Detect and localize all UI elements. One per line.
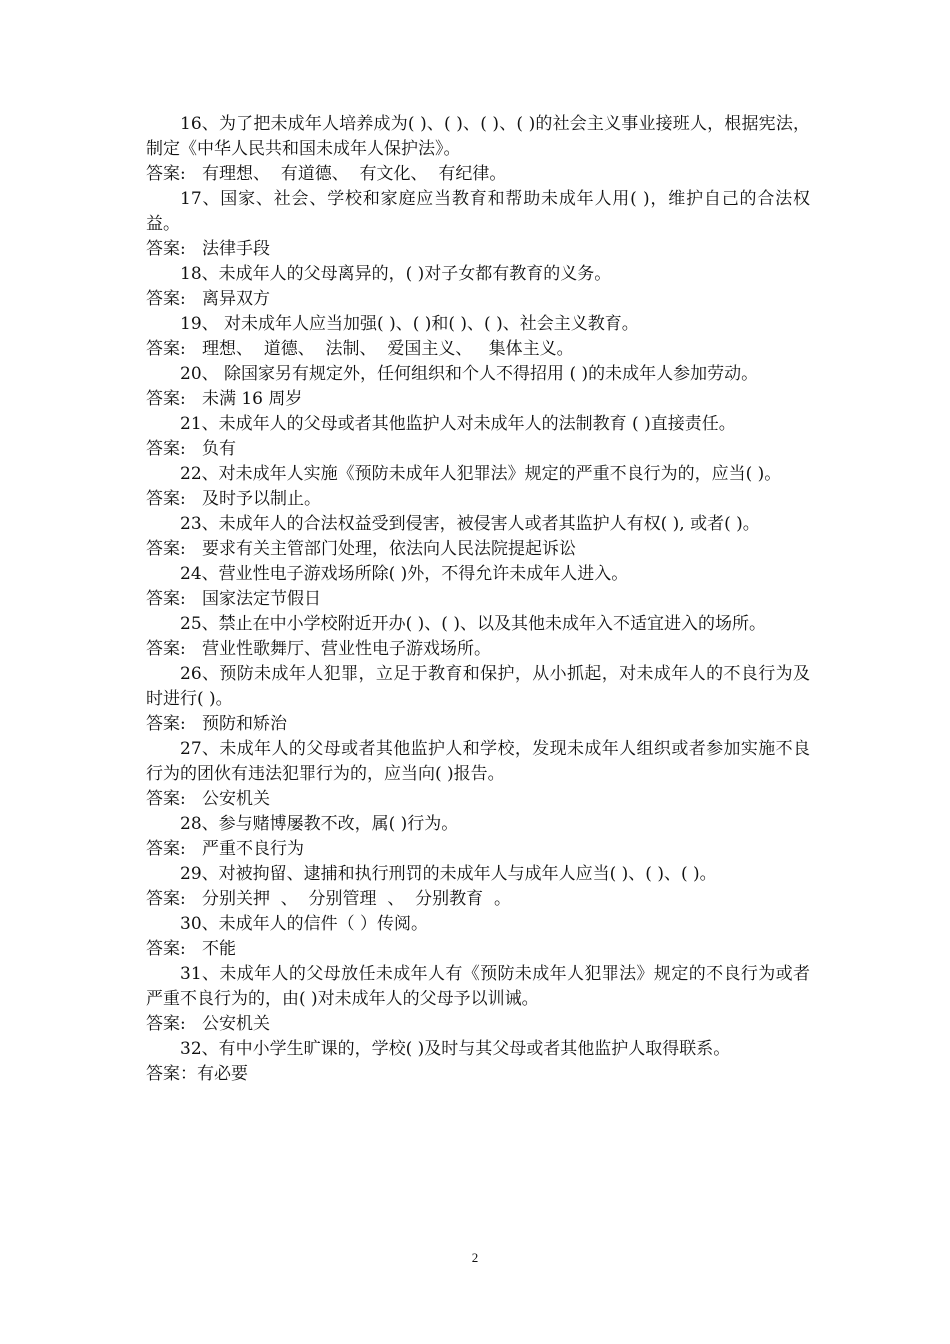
question-31 [146, 962, 810, 1037]
question-text: 25、禁止在中小学校附近开办( )、( )、以及其他未成年入不适宜进入的场所。 [180, 614, 766, 634]
question-text: 24、营业性电子游戏场所除( )外，不得允许未成年人进入。 [180, 564, 629, 584]
question-21 [146, 412, 810, 462]
answer-text: 答案: 及时予以制止。 [146, 489, 321, 509]
question-17 [146, 187, 810, 262]
answer-text: 答案: 理想、 道德、 法制、 爱国主义、 集体主义。 [146, 339, 574, 359]
question-18 [146, 262, 810, 312]
answer-text: 答案: 严重不良行为 [146, 839, 304, 859]
answer-text: 答案: 分别关押 、 分别管理 、 分别教育 。 [146, 889, 511, 909]
question-text: 27、未成年人的父母或者其他监护人和学校，发现未成年人组织或者参加实施不良行为的团伙有违法犯罪行为的，应当向( )报告。 [146, 739, 810, 784]
question-text: 22、对未成年人实施《预防未成年人犯罪法》规定的严重不良行为的，应当( )。 [180, 464, 782, 484]
question-text: 21、未成年人的父母或者其他监护人对未成年人的法制教育 ( )直接责任。 [180, 414, 736, 434]
answer-text: 答案: 公安机关 [146, 789, 270, 809]
question-text: 30、未成年人的信件（ ）传阅。 [180, 914, 429, 934]
question-text: 17、国家、社会、学校和家庭应当教育和帮助未成年人用( )，维护自己的合法权益。 [146, 189, 810, 234]
answer-text: 答案: 预防和矫治 [146, 714, 287, 734]
question-text: 28、参与赌博屡教不改，属( )行为。 [180, 814, 459, 834]
answer-text: 答案: 离异双方 [146, 289, 270, 309]
question-text: 18、未成年人的父母离异的，( )对子女都有教育的义务。 [180, 264, 612, 284]
answer-text: 答案: 未满 16 周岁 [146, 389, 303, 409]
question-text: 20、 除国家另有规定外，任何组织和个人不得招用 ( )的未成年人参加劳动。 [180, 364, 759, 384]
question-text: 19、 对未成年人应当加强( )、( )和( )、( )、社会主义教育。 [180, 314, 639, 334]
page-number: 2 [471, 1250, 479, 1265]
question-30 [146, 912, 810, 962]
question-24 [146, 562, 810, 612]
answer-text: 答案: 不能 [146, 939, 236, 959]
question-text: 23、未成年人的合法权益受到侵害，被侵害人或者其监护人有权( ), 或者( )。 [180, 514, 760, 534]
answer-text: 答案: 有理想、 有道德、 有文化、 有纪律。 [146, 164, 507, 184]
question-25 [146, 612, 810, 662]
answer-text: 答案: 负有 [146, 439, 236, 459]
question-28 [146, 812, 810, 862]
question-text: 16、为了把未成年人培养成为( )、( )、( )、( )的社会主义事业接班人，根据宪法，制定《中华人民共和国未成年人保护法》。 [146, 114, 810, 159]
question-text: 31、未成年人的父母放任未成年人有《预防未成年人犯罪法》规定的不良行为或者严重不良行为的，由( )对未成年人的父母予以训诫。 [146, 964, 810, 1009]
question-32 [146, 1037, 810, 1087]
answer-text: 答案：有必要 [146, 1064, 248, 1084]
answer-text: 答案: 法律手段 [146, 239, 270, 259]
question-text: 32、有中小学生旷课的，学校( )及时与其父母或者其他监护人取得联系。 [180, 1039, 731, 1059]
question-20 [146, 362, 810, 412]
answer-text: 答案: 公安机关 [146, 1014, 270, 1034]
question-29 [146, 862, 810, 912]
question-26 [146, 662, 810, 737]
document-body [146, 112, 810, 1087]
question-text: 29、对被拘留、逮捕和执行刑罚的未成年人与成年人应当( )、( )、( )。 [180, 864, 717, 884]
question-19 [146, 312, 810, 362]
question-27 [146, 737, 810, 812]
question-16 [146, 112, 810, 187]
question-22 [146, 462, 810, 512]
question-23 [146, 512, 810, 562]
answer-text: 答案: 营业性歌舞厅、营业性电子游戏场所。 [146, 639, 491, 659]
answer-text: 答案: 国家法定节假日 [146, 589, 321, 609]
question-text: 26、预防未成年人犯罪，立足于教育和保护，从小抓起，对未成年人的不良行为及时进行( )。 [146, 664, 810, 709]
answer-text: 答案: 要求有关主管部门处理，依法向人民法院提起诉讼 [146, 539, 576, 559]
